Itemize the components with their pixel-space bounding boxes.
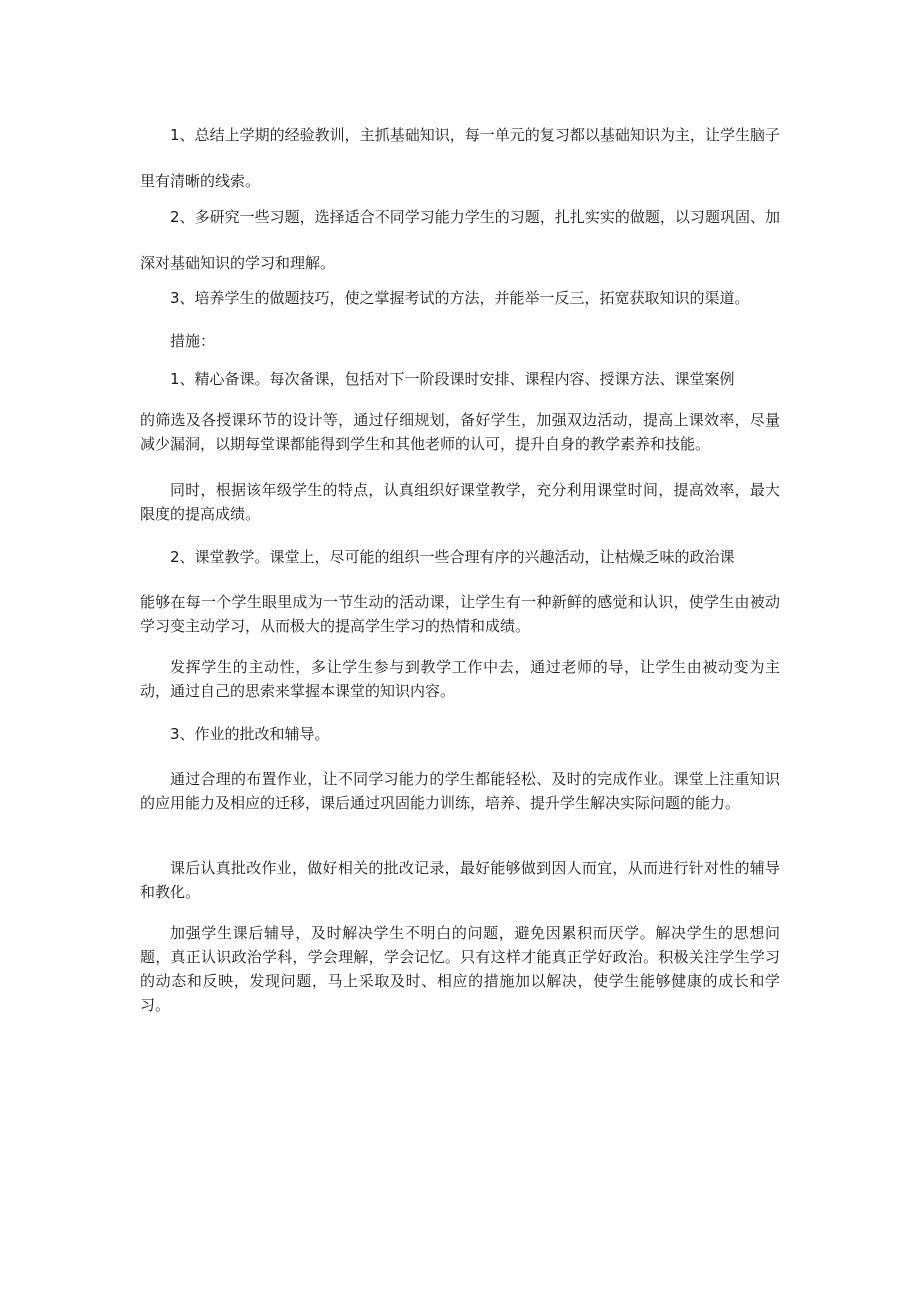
paragraph-measure-2-continued: 能够在每一个学生眼里成为一节生动的活动课，让学生有一种新鲜的感觉和认识，使学生由被动学习变主动学习，从而极大的提高学生学习的热情和成绩。 xyxy=(140,593,780,635)
paragraph-2: 2、多研究一些习题，选择适合不同学习能力学生的习题，扎扎实实的做题，以习题巩固、加深对基础知识的学习和理解。 xyxy=(140,208,780,272)
paragraph-1: 1、总结上学期的经验教训，主抓基础知识，每一单元的复习都以基础知识为主，让学生脑子里有清晰的线索。 xyxy=(140,126,780,190)
paragraph-measure-1-continued: 的筛选及各授课环节的设计等，通过仔细规划，备好学生，加强双边活动，提高上课效率，尽量减少漏洞，以期每堂课都能得到学生和其他老师的认可，提升自身的教学素养和技能。 xyxy=(140,411,780,453)
paragraph-measure-1: 1、精心备课。每次备课，包括对下一阶段课时安排、课程内容、授课方法、课堂案例 xyxy=(170,370,735,388)
paragraph-measure-3: 3、作业的批改和辅导。 xyxy=(170,725,330,743)
paragraph-measure-2: 2、课堂教学。课堂上，尽可能的组织一些合理有序的兴趣活动，让枯燥乏味的政治课 xyxy=(170,548,735,566)
paragraph-measure-2-extra: 发挥学生的主动性，多让学生参与到教学工作中去，通过老师的导，让学生由被动变为主动，通过自己的思索来掌握本课堂的知识内容。 xyxy=(140,658,780,700)
paragraph-measure-3-body: 通过合理的布置作业，让不同学习能力的学生都能轻松、及时的完成作业。课堂上注重知识的应用能力及相应的迁移，课后通过巩固能力训练，培养、提升学生解决实际问题的能力。 xyxy=(140,770,780,812)
paragraph-measure-3-tutoring: 加强学生课后辅导，及时解决学生不明白的问题，避免因累积而厌学。解决学生的思想问题，真正认识政治学科，学会理解，学会记忆。只有这样才能真正学好政治。积极关注学生学习的动态和反映，发现问题，马上采取及时、相应的措施加以解决，使学生能够健康的成长和学习。 xyxy=(140,924,780,1014)
paragraph-measure-1-extra: 同时，根据该年级学生的特点，认真组织好课堂教学，充分利用课堂时间，提高效率，最大限度的提高成绩。 xyxy=(140,481,780,523)
paragraph-3: 3、培养学生的做题技巧，使之掌握考试的方法，并能举一反三，拓宽获取知识的渠道。 xyxy=(170,289,750,307)
measures-heading: 措施： xyxy=(170,332,216,350)
paragraph-measure-3-grading: 课后认真批改作业，做好相关的批改记录，最好能够做到因人而宜，从而进行针对性的辅导和教化。 xyxy=(140,859,780,901)
